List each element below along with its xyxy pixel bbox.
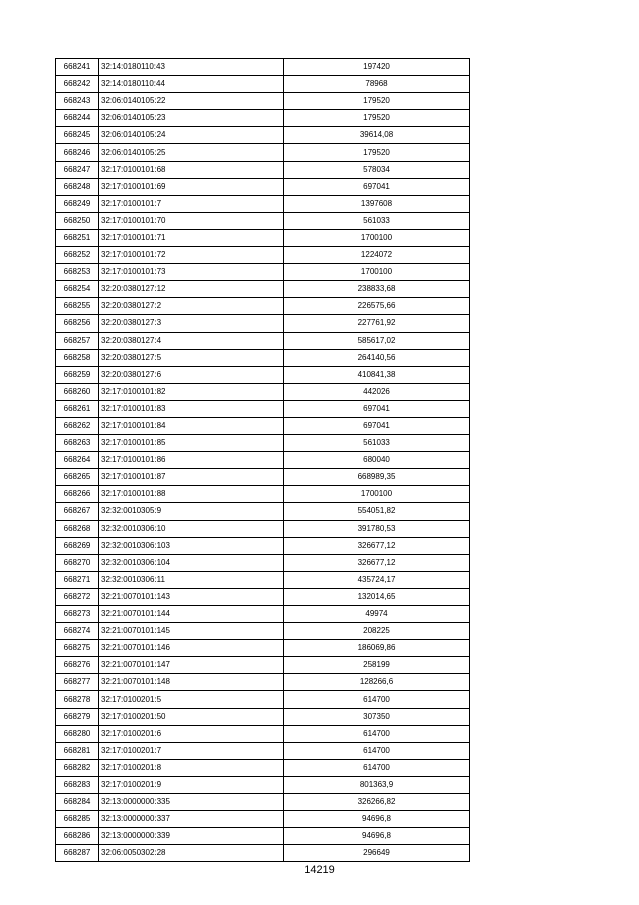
- row-id-cell: 668271: [56, 571, 99, 588]
- table-row: [56, 332, 470, 349]
- value-cell: 326677,12: [284, 554, 470, 571]
- value-cell: 39614,08: [284, 127, 470, 144]
- cadastral-number-cell: 32:20:0380127:3: [99, 315, 284, 332]
- cadastral-number-cell: 32:21:0070101:147: [99, 657, 284, 674]
- row-id-cell: 668270: [56, 554, 99, 571]
- cadastral-number-cell: 32:20:0380127:2: [99, 298, 284, 315]
- cadastral-number-cell: 32:17:0100101:84: [99, 417, 284, 434]
- cadastral-number-cell: 32:21:0070101:143: [99, 588, 284, 605]
- value-cell: 128266,6: [284, 674, 470, 691]
- row-id-cell: 668275: [56, 640, 99, 657]
- cadastral-number-cell: 32:20:0380127:5: [99, 349, 284, 366]
- value-cell: 296649: [284, 845, 470, 862]
- value-cell: 435724,17: [284, 571, 470, 588]
- row-id-cell: 668263: [56, 435, 99, 452]
- table-row: [56, 315, 470, 332]
- table-row: [56, 110, 470, 127]
- row-id-cell: 668265: [56, 469, 99, 486]
- cadastral-number-cell: 32:17:0100101:86: [99, 452, 284, 469]
- value-cell: 179520: [284, 144, 470, 161]
- row-id-cell: 668255: [56, 298, 99, 315]
- table-row: [56, 400, 470, 417]
- value-cell: 1397608: [284, 195, 470, 212]
- table-row: [56, 520, 470, 537]
- cadastral-number-cell: 32:17:0100101:82: [99, 383, 284, 400]
- row-id-cell: 668244: [56, 110, 99, 127]
- table-row: [56, 195, 470, 212]
- value-cell: 1700100: [284, 229, 470, 246]
- cadastral-number-cell: 32:20:0380127:6: [99, 366, 284, 383]
- value-cell: 585617,02: [284, 332, 470, 349]
- value-cell: 614700: [284, 725, 470, 742]
- table-row: [56, 383, 470, 400]
- row-id-cell: 668267: [56, 503, 99, 520]
- row-id-cell: 668252: [56, 247, 99, 264]
- row-id-cell: 668277: [56, 674, 99, 691]
- row-id-cell: 668269: [56, 537, 99, 554]
- row-id-cell: 668285: [56, 811, 99, 828]
- value-cell: 307350: [284, 708, 470, 725]
- row-id-cell: 668272: [56, 588, 99, 605]
- cadastral-number-cell: 32:17:0100101:83: [99, 400, 284, 417]
- cadastral-number-cell: 32:17:0100101:72: [99, 247, 284, 264]
- value-cell: 680040: [284, 452, 470, 469]
- table-row: [56, 59, 470, 76]
- value-cell: 226575,66: [284, 298, 470, 315]
- value-cell: 186069,86: [284, 640, 470, 657]
- table-row: [56, 828, 470, 845]
- table-row: [56, 247, 470, 264]
- table-row: [56, 212, 470, 229]
- value-cell: 1224072: [284, 247, 470, 264]
- row-id-cell: 668264: [56, 452, 99, 469]
- row-id-cell: 668245: [56, 127, 99, 144]
- table-row: [56, 811, 470, 828]
- table-body: [56, 59, 470, 862]
- value-cell: 614700: [284, 691, 470, 708]
- cadastral-number-cell: 32:21:0070101:144: [99, 606, 284, 623]
- table-row: [56, 657, 470, 674]
- value-cell: 264140,56: [284, 349, 470, 366]
- row-id-cell: 668241: [56, 59, 99, 76]
- table-row: [56, 281, 470, 298]
- value-cell: 668989,35: [284, 469, 470, 486]
- cadastral-number-cell: 32:06:0140105:24: [99, 127, 284, 144]
- row-id-cell: 668258: [56, 349, 99, 366]
- row-id-cell: 668253: [56, 264, 99, 281]
- cadastral-number-cell: 32:17:0100201:6: [99, 725, 284, 742]
- cadastral-number-cell: 32:14:0180110:43: [99, 59, 284, 76]
- cadastral-number-cell: 32:14:0180110:44: [99, 76, 284, 93]
- table-row: [56, 229, 470, 246]
- cadastral-number-cell: 32:17:0100101:68: [99, 161, 284, 178]
- row-id-cell: 668274: [56, 623, 99, 640]
- row-id-cell: 668256: [56, 315, 99, 332]
- row-id-cell: 668280: [56, 725, 99, 742]
- value-cell: 326677,12: [284, 537, 470, 554]
- cadastral-number-cell: 32:17:0100101:69: [99, 178, 284, 195]
- table-row: [56, 76, 470, 93]
- row-id-cell: 668282: [56, 759, 99, 776]
- value-cell: 561033: [284, 435, 470, 452]
- data-table: [55, 58, 470, 862]
- row-id-cell: 668281: [56, 742, 99, 759]
- cadastral-number-cell: 32:21:0070101:148: [99, 674, 284, 691]
- value-cell: 697041: [284, 400, 470, 417]
- value-cell: 554051,82: [284, 503, 470, 520]
- value-cell: 801363,9: [284, 776, 470, 793]
- table-row: [56, 417, 470, 434]
- cadastral-number-cell: 32:20:0380127:4: [99, 332, 284, 349]
- row-id-cell: 668249: [56, 195, 99, 212]
- row-id-cell: 668284: [56, 794, 99, 811]
- table-row: [56, 435, 470, 452]
- table-row: [56, 366, 470, 383]
- row-id-cell: 668279: [56, 708, 99, 725]
- row-id-cell: 668251: [56, 229, 99, 246]
- cadastral-number-cell: 32:32:0010305:9: [99, 503, 284, 520]
- table-row: [56, 588, 470, 605]
- value-cell: 179520: [284, 110, 470, 127]
- table-row: [56, 708, 470, 725]
- cadastral-number-cell: 32:06:0050302:28: [99, 845, 284, 862]
- row-id-cell: 668259: [56, 366, 99, 383]
- table-row: [56, 161, 470, 178]
- table-row: [56, 93, 470, 110]
- cadastral-number-cell: 32:21:0070101:146: [99, 640, 284, 657]
- cadastral-number-cell: 32:06:0140105:23: [99, 110, 284, 127]
- table-row: [56, 640, 470, 657]
- row-id-cell: 668268: [56, 520, 99, 537]
- row-id-cell: 668273: [56, 606, 99, 623]
- table-row: [56, 349, 470, 366]
- row-id-cell: 668248: [56, 178, 99, 195]
- row-id-cell: 668286: [56, 828, 99, 845]
- value-cell: 442026: [284, 383, 470, 400]
- value-cell: 614700: [284, 742, 470, 759]
- table-row: [56, 554, 470, 571]
- value-cell: 697041: [284, 417, 470, 434]
- table-row: [56, 725, 470, 742]
- row-id-cell: 668257: [56, 332, 99, 349]
- row-id-cell: 668287: [56, 845, 99, 862]
- table-row: [56, 674, 470, 691]
- table-row: [56, 452, 470, 469]
- table-row: [56, 794, 470, 811]
- row-id-cell: 668266: [56, 486, 99, 503]
- value-cell: 697041: [284, 178, 470, 195]
- table-row: [56, 537, 470, 554]
- table-row: [56, 469, 470, 486]
- cadastral-number-cell: 32:32:0010306:10: [99, 520, 284, 537]
- value-cell: 258199: [284, 657, 470, 674]
- value-cell: 238833,68: [284, 281, 470, 298]
- row-id-cell: 668283: [56, 776, 99, 793]
- value-cell: 94696,8: [284, 811, 470, 828]
- row-id-cell: 668247: [56, 161, 99, 178]
- cadastral-number-cell: 32:17:0100101:7: [99, 195, 284, 212]
- cadastral-number-cell: 32:17:0100201:9: [99, 776, 284, 793]
- row-id-cell: 668260: [56, 383, 99, 400]
- cadastral-number-cell: 32:13:0000000:339: [99, 828, 284, 845]
- row-id-cell: 668262: [56, 417, 99, 434]
- cadastral-number-cell: 32:17:0100201:7: [99, 742, 284, 759]
- cadastral-number-cell: 32:13:0000000:337: [99, 811, 284, 828]
- cadastral-number-cell: 32:17:0100101:70: [99, 212, 284, 229]
- value-cell: 78968: [284, 76, 470, 93]
- value-cell: 94696,8: [284, 828, 470, 845]
- table-row: [56, 623, 470, 640]
- cadastral-number-cell: 32:17:0100101:88: [99, 486, 284, 503]
- cadastral-number-cell: 32:20:0380127:12: [99, 281, 284, 298]
- value-cell: 578034: [284, 161, 470, 178]
- cadastral-number-cell: 32:21:0070101:145: [99, 623, 284, 640]
- cadastral-number-cell: 32:17:0100201:50: [99, 708, 284, 725]
- table-row: [56, 178, 470, 195]
- cadastral-number-cell: 32:17:0100201:5: [99, 691, 284, 708]
- table-row: [56, 571, 470, 588]
- row-id-cell: 668250: [56, 212, 99, 229]
- row-id-cell: 668278: [56, 691, 99, 708]
- row-id-cell: 668243: [56, 93, 99, 110]
- table-row: [56, 486, 470, 503]
- row-id-cell: 668246: [56, 144, 99, 161]
- cadastral-number-cell: 32:17:0100201:8: [99, 759, 284, 776]
- cadastral-number-cell: 32:32:0010306:11: [99, 571, 284, 588]
- cadastral-number-cell: 32:17:0100101:73: [99, 264, 284, 281]
- row-id-cell: 668254: [56, 281, 99, 298]
- row-id-cell: 668261: [56, 400, 99, 417]
- table-row: [56, 776, 470, 793]
- cadastral-number-cell: 32:17:0100101:71: [99, 229, 284, 246]
- table-row: [56, 845, 470, 862]
- cadastral-number-cell: 32:06:0140105:25: [99, 144, 284, 161]
- cadastral-number-cell: 32:32:0010306:104: [99, 554, 284, 571]
- page-number: 14219: [304, 864, 335, 876]
- table-row: [56, 298, 470, 315]
- table-row: [56, 759, 470, 776]
- cadastral-number-cell: 32:17:0100101:85: [99, 435, 284, 452]
- row-id-cell: 668276: [56, 657, 99, 674]
- cadastral-number-cell: 32:13:0000000:335: [99, 794, 284, 811]
- table-row: [56, 606, 470, 623]
- value-cell: 1700100: [284, 486, 470, 503]
- value-cell: 326266,82: [284, 794, 470, 811]
- value-cell: 391780,53: [284, 520, 470, 537]
- value-cell: 132014,65: [284, 588, 470, 605]
- value-cell: 561033: [284, 212, 470, 229]
- value-cell: 614700: [284, 759, 470, 776]
- value-cell: 1700100: [284, 264, 470, 281]
- cadastral-number-cell: 32:17:0100101:87: [99, 469, 284, 486]
- value-cell: 197420: [284, 59, 470, 76]
- value-cell: 208225: [284, 623, 470, 640]
- table-row: [56, 264, 470, 281]
- table-row: [56, 691, 470, 708]
- table-row: [56, 144, 470, 161]
- value-cell: 410841,38: [284, 366, 470, 383]
- table-row: [56, 503, 470, 520]
- table-row: [56, 742, 470, 759]
- row-id-cell: 668242: [56, 76, 99, 93]
- value-cell: 179520: [284, 93, 470, 110]
- value-cell: 49974: [284, 606, 470, 623]
- cadastral-number-cell: 32:32:0010306:103: [99, 537, 284, 554]
- cadastral-number-cell: 32:06:0140105:22: [99, 93, 284, 110]
- table-row: [56, 127, 470, 144]
- value-cell: 227761,92: [284, 315, 470, 332]
